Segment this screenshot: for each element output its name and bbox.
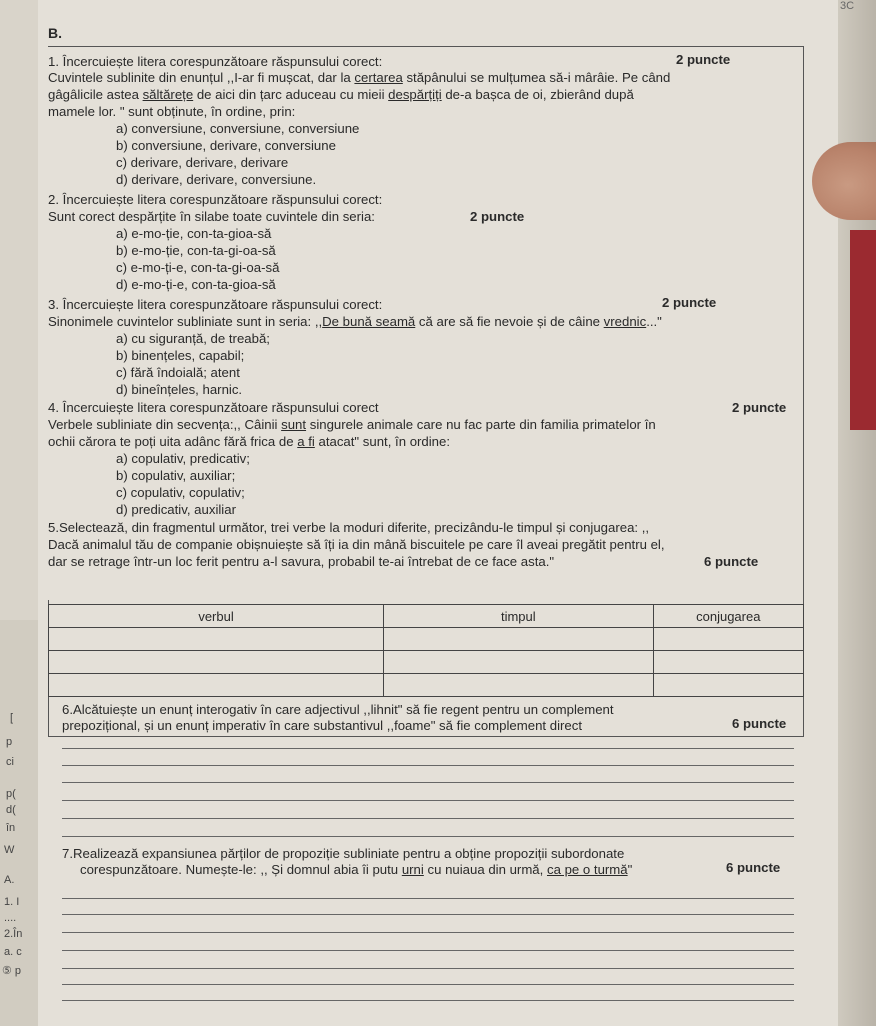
q5-line3: dar se retrage într-un loc ferit pentru a-l savura, probabil te-ai întrebat de ce face asta." <box>48 554 555 569</box>
edge-fragment: p <box>6 736 13 748</box>
edge-fragment: a. c <box>4 946 22 958</box>
header-verbul: verbul <box>49 605 384 628</box>
table-row <box>49 628 804 651</box>
edge-fragment: în <box>6 822 16 834</box>
edge-fragment: [ <box>10 712 14 724</box>
q6-points: 6 puncte <box>732 716 787 731</box>
answer-line[interactable] <box>62 898 794 899</box>
q4-title: 4. Încercuiește litera corespunzătoare răspunsului corect <box>48 400 379 415</box>
q5-points: 6 puncte <box>704 554 759 569</box>
q7-line2: corespunzătoare. Numește-le: ,, Și domnul abia îi putu urni cu nuiaua din urmă, ca pe o turmă" <box>80 862 633 877</box>
table-header-row <box>49 605 804 628</box>
table-row <box>49 651 804 674</box>
edge-fragment: .... <box>4 912 17 924</box>
q1-option-a[interactable]: a) conversiune, conversiune, conversiune <box>116 121 360 136</box>
q1-stem-line1: Cuvintele sublinite din enunțul ,,I-ar fi mușcat, dar la certarea stăpânului se mulțumea să-i mârâie. Pe când <box>48 70 671 85</box>
q5-line2: Dacă animalul tău de companie obișnuiește să îți ia din mână biscuitele pe care îl aveai pregătit pentru el, <box>48 537 665 552</box>
table-row <box>49 674 804 697</box>
q4-stem-line2: ochii cărora te poți uita adânc fără frica de a fi atacat" sunt, în ordine: <box>48 434 451 449</box>
frame-bottom <box>48 736 804 737</box>
q1-option-b[interactable]: b) conversiune, derivare, conversiune <box>116 138 336 153</box>
edge-fragment: d( <box>6 804 16 816</box>
q1-stem-line3: mamele lor. " sunt obținute, în ordine, prin: <box>48 104 296 119</box>
q1-points: 2 puncte <box>676 52 731 67</box>
q4-option-c[interactable]: c) copulativ, copulativ; <box>116 485 245 500</box>
table-cell[interactable] <box>653 628 803 651</box>
q2-option-a[interactable]: a) e-mo-ție, con-ta-gioa-să <box>116 226 272 241</box>
answer-line[interactable] <box>62 984 794 985</box>
frame-top <box>48 46 804 47</box>
edge-fragment: ci <box>6 756 14 768</box>
table-cell[interactable] <box>49 651 384 674</box>
edge-fragment: W <box>4 844 15 856</box>
header-conjugarea: conjugarea <box>653 605 803 628</box>
q2-option-c[interactable]: c) e-mo-ți-e, con-ta-gi-oa-să <box>116 260 280 275</box>
table-cell[interactable] <box>384 628 653 651</box>
q4-option-d[interactable]: d) predicativ, auxiliar <box>116 502 236 517</box>
answer-line[interactable] <box>62 800 794 801</box>
q2-option-b[interactable]: b) e-mo-ție, con-ta-gi-oa-să <box>116 243 276 258</box>
section-label: B. <box>48 25 62 41</box>
q2-stem: Sunt corect despărțite în silabe toate cuvintele din seria: <box>48 209 375 224</box>
table-cell[interactable] <box>49 628 384 651</box>
answer-line[interactable] <box>62 1000 794 1001</box>
corner-mark: 3C <box>840 0 855 12</box>
answer-line[interactable] <box>62 765 794 766</box>
q3-option-c[interactable]: c) fără îndoială; atent <box>116 365 240 380</box>
q2-option-d[interactable]: d) e-mo-ți-e, con-ta-gioa-să <box>116 277 276 292</box>
table-cell[interactable] <box>653 674 803 697</box>
answer-line[interactable] <box>62 836 794 837</box>
q3-stem: Sinonimele cuvintelor subliniate sunt in seria: ,,De bună seamă că are să fie nevoie și de câine vrednic..." <box>48 314 662 329</box>
edge-fragment: p( <box>6 788 16 800</box>
q1-option-d[interactable]: d) derivare, derivare, conversiune. <box>116 172 317 187</box>
q4-option-a[interactable]: a) copulativ, predicativ; <box>116 451 250 466</box>
q6-line1: 6.Alcătuiește un enunț interogativ în care adjectivul ,,lihnit" să fie regent pentru un complement <box>62 702 614 717</box>
edge-fragment: 2.În <box>4 928 23 940</box>
q3-title: 3. Încercuiește litera corespunzătoare răspunsului corect: <box>48 297 383 312</box>
answer-line[interactable] <box>62 818 794 819</box>
table-cell[interactable] <box>49 674 384 697</box>
q4-points: 2 puncte <box>732 400 787 415</box>
q1-option-c[interactable]: c) derivare, derivare, derivare <box>116 155 289 170</box>
table-cell[interactable] <box>384 651 653 674</box>
table-cell[interactable] <box>653 651 803 674</box>
q7-points: 6 puncte <box>726 860 781 875</box>
answer-line[interactable] <box>62 914 794 915</box>
q2-title: 2. Încercuiește litera corespunzătoare răspunsului corect: <box>48 192 383 207</box>
edge-fragment: ⑤ p <box>2 965 22 977</box>
q3-option-d[interactable]: d) bineînțeles, harnic. <box>116 382 243 397</box>
answer-line[interactable] <box>62 932 794 933</box>
q5-line1: 5.Selectează, din fragmentul următor, trei verbe la moduri diferite, precizându-le timpul și conjugarea: ,, <box>48 520 650 535</box>
answer-line[interactable] <box>62 782 794 783</box>
answer-line[interactable] <box>62 950 794 951</box>
q1-title: 1. Încercuiește litera corespunzătoare răspunsului corect: <box>48 54 383 69</box>
conjugation-table <box>48 604 804 697</box>
edge-fragment: 1. I <box>4 896 20 908</box>
answer-line[interactable] <box>62 968 794 969</box>
red-cover-edge <box>850 230 876 430</box>
q6-line2: prepozițional, și un enunț imperativ în care substantivul ,,foame" să fie complement direct <box>62 718 582 733</box>
q3-option-b[interactable]: b) binențeles, capabil; <box>116 348 245 363</box>
table-cell[interactable] <box>384 674 653 697</box>
header-timpul: timpul <box>384 605 653 628</box>
q3-option-a[interactable]: a) cu siguranță, de treabă; <box>116 331 270 346</box>
q7-line1: 7.Realizează expansiunea părților de propoziție subliniate pentru a obține propoziții subordonate <box>62 846 625 861</box>
q4-stem-line1: Verbele subliniate din secvența:,, Câinii sunt singurele animale care nu fac parte din familia primatelor în <box>48 417 656 432</box>
q2-points: 2 puncte <box>470 209 525 224</box>
edge-fragment: A. <box>4 874 15 886</box>
q4-option-b[interactable]: b) copulativ, auxiliar; <box>116 468 236 483</box>
q3-points: 2 puncte <box>662 295 717 310</box>
q1-stem-line2: gâgâlicile astea săltărețe de aici din țarc aduceau cu mieii despărțiți de-a bașca de oi, zbierând după <box>48 87 634 102</box>
answer-line[interactable] <box>62 748 794 749</box>
